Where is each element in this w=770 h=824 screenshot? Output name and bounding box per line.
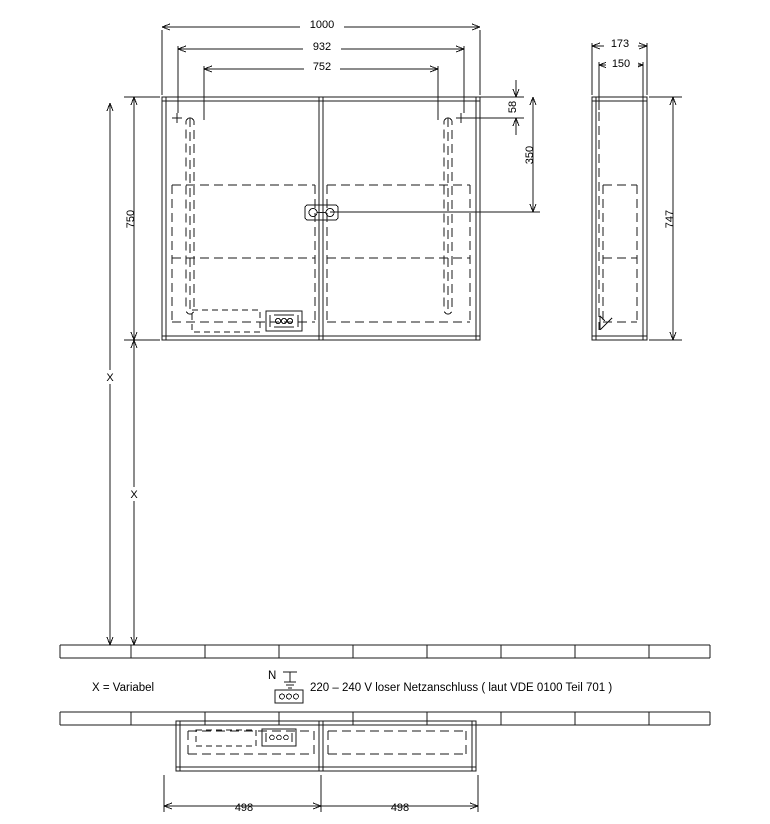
front-view-outline: [162, 97, 480, 340]
dimension-label-747: 747: [664, 209, 676, 229]
dimension-label-58: 58: [507, 100, 519, 114]
front-view-hidden-edges: [172, 185, 470, 322]
dimension-752: [204, 66, 438, 120]
dimension-label-173: 173: [610, 38, 630, 50]
door-handle-right: [444, 118, 452, 314]
bottom-view-hidden-edges: [188, 731, 466, 754]
front-view-bottom-detail: [192, 310, 302, 332]
dimension-label-498-left: 498: [234, 802, 254, 814]
legend-power-note: 220 – 240 V loser Netzanschluss ( laut VDE 0100 Teil 701 ): [310, 682, 613, 694]
dimension-label-1000: 1000: [309, 19, 335, 31]
power-symbol-label: N: [268, 670, 277, 682]
dimension-350: [330, 97, 540, 212]
bottom-view-socket: [196, 729, 296, 746]
door-handle-left: [186, 118, 194, 314]
dimension-label-752: 752: [312, 61, 332, 73]
side-view-door-swing: [600, 316, 612, 330]
dimension-label-150: 150: [611, 58, 631, 70]
variable-marker-upper: X: [106, 372, 114, 384]
side-view-hidden-edges: [599, 112, 637, 330]
dimension-label-350: 350: [524, 145, 536, 165]
dimension-932: [178, 46, 464, 113]
reference-band-upper: [60, 645, 710, 658]
power-connection-symbol: [275, 672, 303, 703]
dimension-label-498-right: 498: [390, 802, 410, 814]
legend-variable-note: X = Variabel: [92, 682, 155, 694]
variable-marker-lower: X: [130, 489, 138, 501]
reference-band-lower: [60, 712, 710, 725]
side-view-outline: [592, 97, 647, 340]
dimension-label-932: 932: [312, 41, 332, 53]
dimension-label-750: 750: [125, 209, 137, 229]
